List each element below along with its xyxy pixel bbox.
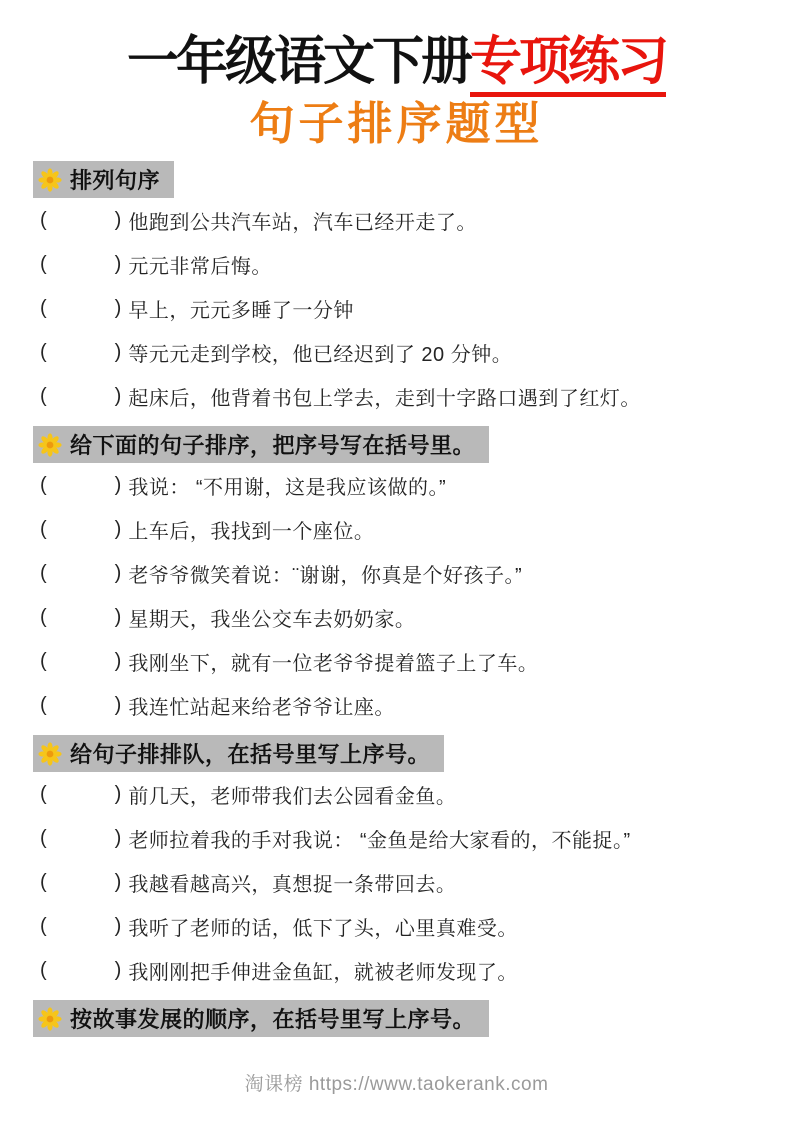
answer-blank-open: (: [40, 605, 47, 628]
sentence-text: 起床后，他背着书包上学去，走到十字路口遇到了红灯。: [128, 387, 641, 410]
worksheet-content: [33, 161, 793, 1037]
flower-icon: [38, 1007, 62, 1031]
sentence-text: 星期天，我坐公交车去奶奶家。: [128, 608, 416, 631]
answer-blank-close: ): [114, 561, 122, 584]
question-row: [33, 242, 793, 286]
answer-blank-close: ): [114, 252, 122, 275]
sentence-text: 我说： “不用谢，这是我应该做的。”: [128, 476, 447, 499]
section-heading: 按故事发展的顺序，在括号里写上序号。: [70, 1007, 476, 1032]
answer-blank-close: ): [114, 517, 122, 540]
answer-blank-open: (: [40, 517, 47, 540]
question-row: [33, 860, 793, 904]
sentence-text: 我刚刚把手伸进金鱼缸，就被老师发现了。: [128, 961, 518, 984]
question-row: [33, 551, 793, 595]
sentence-text: 老师拉着我的手对我说： “金鱼是给大家看的，不能捉。”: [128, 829, 631, 852]
flower-icon: [38, 433, 62, 457]
answer-blank-close: ): [114, 605, 122, 628]
answer-blank-close: ): [114, 693, 122, 716]
answer-blank-close: ): [114, 208, 122, 231]
flower-icon: [38, 742, 62, 766]
answer-blank-close: ): [114, 826, 122, 849]
question-row: [33, 683, 793, 727]
sentence-text: 他跑到公共汽车站，汽车已经开走了。: [128, 211, 477, 234]
page-subtitle: 句子排序题型: [249, 98, 544, 149]
question-row: [33, 639, 793, 683]
sentence-text: 元元非常后悔。: [128, 255, 272, 278]
answer-blank-open: (: [40, 296, 47, 319]
answer-blank-open: (: [40, 252, 47, 275]
answer-blank-open: (: [40, 384, 47, 407]
answer-blank-close: ): [114, 914, 122, 937]
answer-blank-open: (: [40, 473, 47, 496]
question-row: [33, 772, 793, 816]
answer-blank-close: ): [114, 340, 122, 363]
question-row: [33, 948, 793, 992]
question-row: [33, 374, 793, 418]
answer-blank-open: (: [40, 561, 47, 584]
sentence-text: 等元元走到学校，他已经迟到了 20 分钟。: [128, 343, 513, 366]
page-title-red: 专项练习: [470, 33, 666, 97]
answer-blank-open: (: [40, 782, 47, 805]
question-row: [33, 330, 793, 374]
question-row: [33, 198, 793, 242]
question-row: [33, 816, 793, 860]
answer-blank-open: (: [40, 208, 47, 231]
section-heading: 给下面的句子排序，把序号写在括号里。: [70, 433, 476, 458]
question-row: [33, 463, 793, 507]
question-row: [33, 904, 793, 948]
watermark-footer: 淘课榜 https://www.taokerank.com: [244, 1074, 549, 1095]
section-header-bar: [33, 161, 174, 198]
answer-blank-close: ): [114, 649, 122, 672]
answer-blank-open: (: [40, 649, 47, 672]
sentence-text: 早上，元元多睡了一分钟: [128, 299, 354, 322]
sentence-text: 我连忙站起来给老爷爷让座。: [128, 696, 395, 719]
answer-blank-open: (: [40, 958, 47, 981]
answer-blank-close: ): [114, 870, 122, 893]
answer-blank-open: (: [40, 693, 47, 716]
answer-blank-close: ): [114, 958, 122, 981]
question-row: [33, 507, 793, 551]
sentence-text: 我听了老师的话，低下了头，心里真难受。: [128, 917, 518, 940]
question-row: [33, 595, 793, 639]
section-header-3: [33, 735, 793, 772]
section-heading: 排列句序: [70, 168, 161, 193]
section-header-bar: [33, 426, 489, 463]
sentence-text: 上车后，我找到一个座位。: [128, 520, 375, 543]
answer-blank-close: ): [114, 473, 122, 496]
sentence-text: 我刚坐下，就有一位老爷爷提着篮子上了车。: [128, 652, 539, 675]
section-header-4: [33, 1000, 793, 1037]
sentence-text: 前几天，老师带我们去公园看金鱼。: [128, 785, 457, 808]
answer-blank-open: (: [40, 870, 47, 893]
answer-blank-close: ): [114, 296, 122, 319]
answer-blank-close: ): [114, 384, 122, 407]
section-header-1: [33, 161, 793, 198]
sentence-text: 我越看越高兴，真想捉一条带回去。: [128, 873, 457, 896]
page-title: [0, 30, 793, 94]
question-row: [33, 286, 793, 330]
section-header-bar: [33, 1000, 489, 1037]
section-header-2: [33, 426, 793, 463]
answer-blank-open: (: [40, 340, 47, 363]
answer-blank-open: (: [40, 826, 47, 849]
flower-icon: [38, 168, 62, 192]
section-header-bar: [33, 735, 444, 772]
section-heading: 给句子排排队，在括号里写上序号。: [70, 742, 431, 767]
answer-blank-close: ): [114, 782, 122, 805]
sentence-text: 老爷爷微笑着说：¨谢谢，你真是个好孩子。”: [128, 564, 523, 587]
answer-blank-open: (: [40, 914, 47, 937]
page-title-black: 一年级语文下册: [126, 33, 470, 91]
